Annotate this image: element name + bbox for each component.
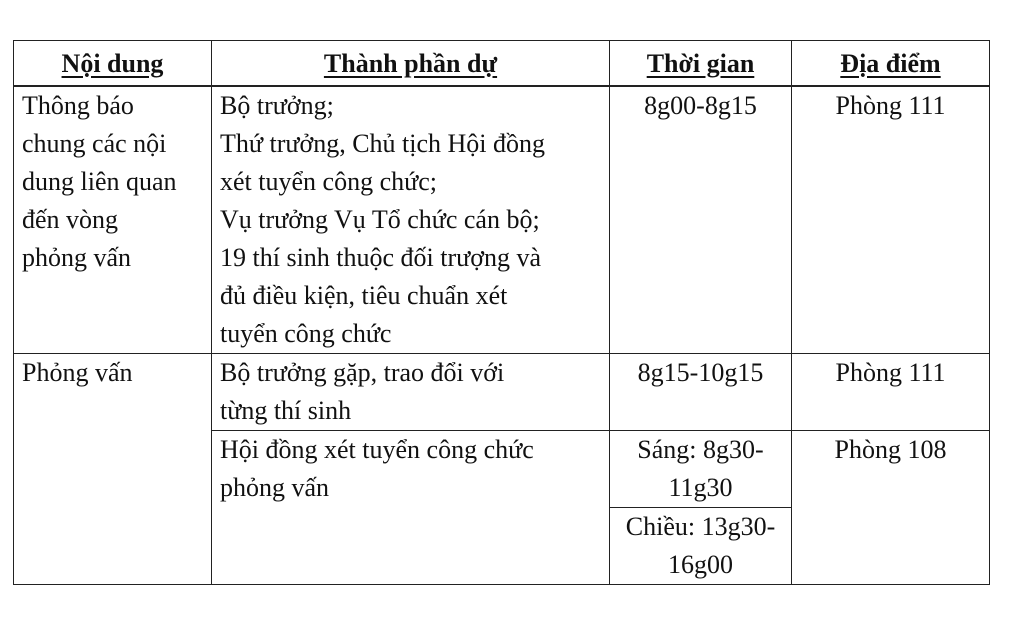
table-header-row	[14, 41, 990, 87]
content-line: đến vòng	[22, 205, 119, 234]
row2-location: Phòng 111	[792, 354, 990, 431]
table-row	[14, 354, 990, 431]
participants-line: 19 thí sinh thuộc đối trượng và	[220, 243, 542, 272]
header-time: Thời gian	[610, 41, 792, 87]
header-location: Địa điểm	[792, 41, 990, 87]
row3-time-afternoon	[610, 508, 792, 585]
row1-location: Phòng 111	[792, 86, 990, 354]
participants-line: Bộ trưởng gặp, trao đổi với	[220, 358, 505, 387]
row3-time-morning	[610, 431, 792, 508]
participants-line: Thứ trưởng, Chủ tịch Hội đồng	[220, 129, 546, 158]
table-row	[14, 86, 990, 354]
participants-line: xét tuyển công chức;	[220, 167, 437, 196]
row3-location: Phòng 108	[792, 431, 990, 585]
content-line: Thông báo	[22, 91, 134, 120]
participants-line: Bộ trưởng;	[220, 91, 334, 120]
row1-participants	[212, 86, 610, 354]
time-line: 16g00	[668, 550, 733, 579]
participants-line: tuyển công chức	[220, 319, 392, 348]
schedule-table	[13, 40, 990, 585]
content-line: chung các nội	[22, 129, 167, 158]
time-line: Sáng: 8g30-	[637, 435, 764, 464]
row1-content	[14, 86, 212, 354]
header-content: Nội dung	[14, 41, 212, 87]
time-line: Chiều: 13g30-	[625, 512, 776, 541]
row1-time: 8g00-8g15	[610, 86, 792, 354]
participants-line: phỏng vấn	[220, 473, 330, 502]
participants-line: Hội đồng xét tuyển công chức	[220, 435, 534, 464]
row2-content: Phỏng vấn	[14, 354, 212, 585]
content-line: dung liên quan	[22, 167, 177, 196]
participants-line: đủ điều kiện, tiêu chuẩn xét	[220, 281, 508, 310]
participants-line: từng thí sinh	[220, 396, 352, 425]
content-line: phỏng vấn	[22, 243, 132, 272]
time-line: 11g30	[668, 473, 733, 502]
header-participants: Thành phần dự	[212, 41, 610, 87]
row3-participants	[212, 431, 610, 585]
participants-line: Vụ trưởng Vụ Tổ chức cán bộ;	[220, 205, 540, 234]
row2-participants	[212, 354, 610, 431]
row2-time: 8g15-10g15	[610, 354, 792, 431]
